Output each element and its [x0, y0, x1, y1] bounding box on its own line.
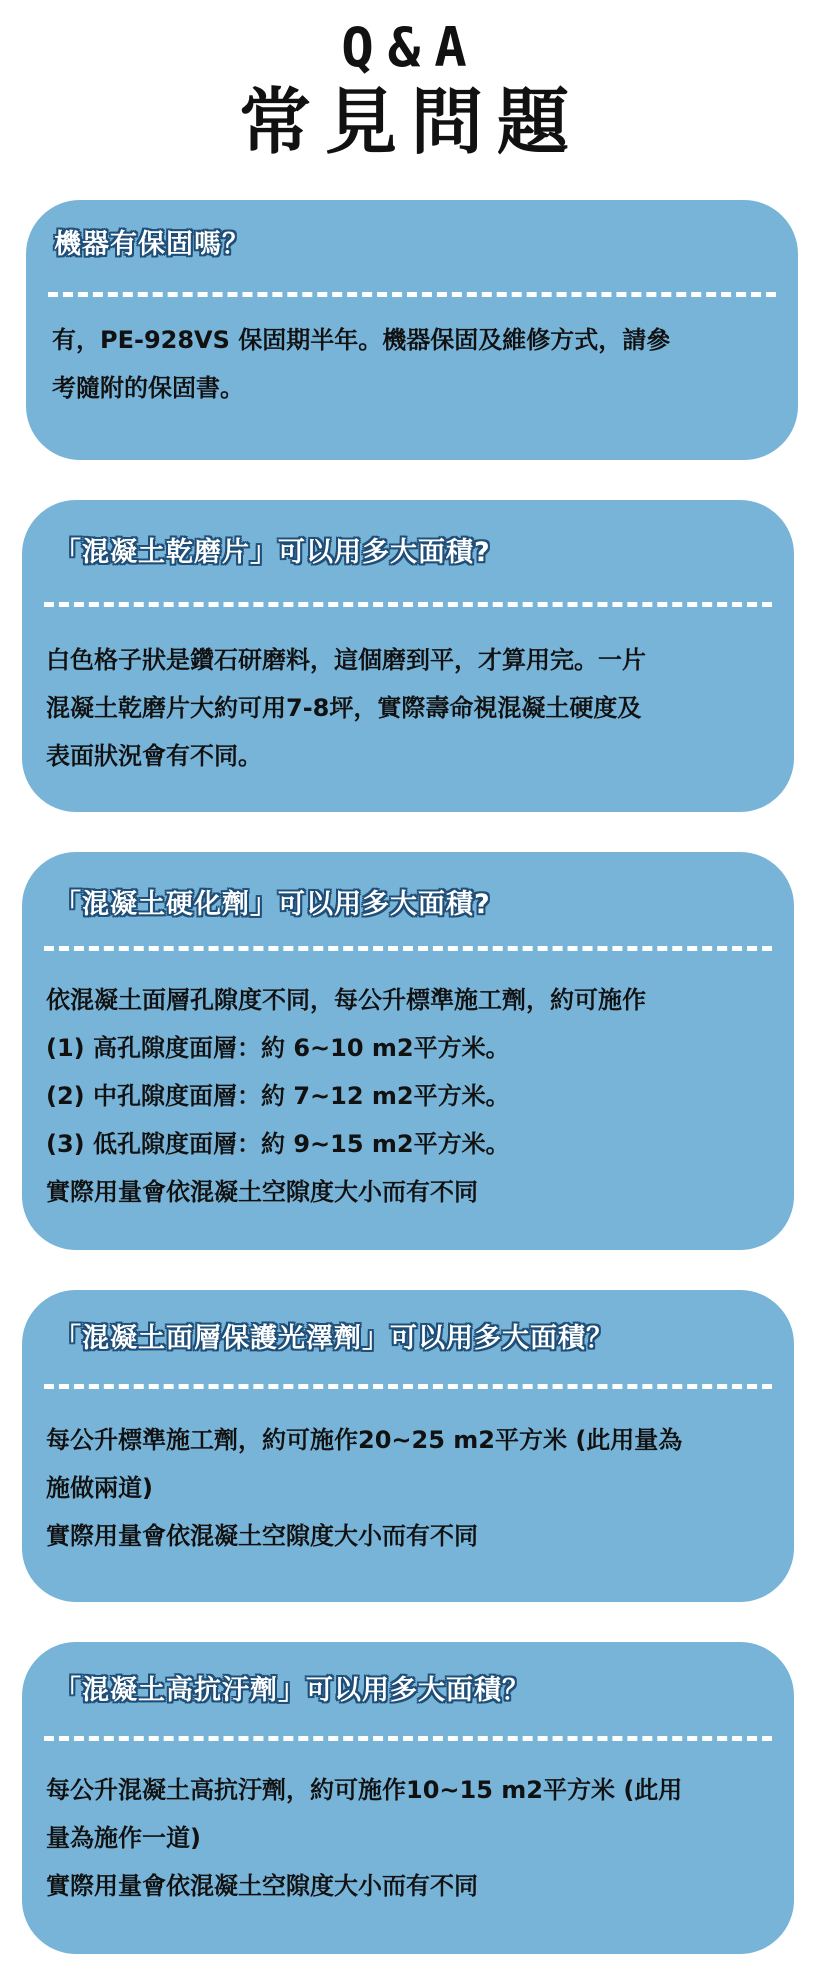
faq-answer-line: 量為施作一道)	[46, 1824, 201, 1852]
faq-divider	[44, 1736, 772, 1741]
faq-answer	[46, 636, 646, 780]
faq-answer-line: (1) 高孔隙度面層：約 6~10 m2平方米。	[46, 1034, 510, 1062]
faq-answer	[52, 316, 670, 412]
faq-answer-line: 白色格子狀是鑽石研磨料，這個磨到平，才算用完。一片	[46, 646, 646, 674]
faq-answer-line: 有，PE-928VS 保固期半年。機器保固及維修方式，請參	[52, 326, 671, 354]
page-title-english: Q&A	[341, 16, 481, 79]
faq-answer	[46, 1766, 682, 1910]
faq-answer-line: 每公升混凝土高抗汙劑，約可施作10~15 m2平方米 (此用	[46, 1776, 683, 1804]
faq-question: 「混凝土乾磨片」可以用多大面積?	[54, 537, 491, 568]
faq-answer-line: (3) 低孔隙度面層：約 9~15 m2平方米。	[46, 1130, 510, 1158]
faq-divider	[44, 1384, 772, 1389]
faq-answer-line: 施做兩道)	[46, 1474, 153, 1502]
faq-card-grinding-disc	[22, 500, 794, 812]
faq-card-anti-stain	[22, 1642, 794, 1954]
faq-question: 「混凝土面層保護光澤劑」可以用多大面積？	[54, 1323, 614, 1354]
faq-answer-line: 表面狀況會有不同。	[46, 742, 262, 770]
faq-answer	[46, 976, 646, 1216]
faq-question: 「混凝土高抗汙劑」可以用多大面積？	[54, 1675, 530, 1706]
faq-divider	[48, 292, 776, 297]
faq-question: 機器有保固嗎？	[54, 229, 250, 260]
faq-answer-line: 實際用量會依混凝土空隙度大小而有不同	[46, 1178, 478, 1206]
faq-answer-line: 每公升標準施工劑，約可施作20~25 m2平方米 (此用量為	[46, 1426, 683, 1454]
faq-answer-line: 混凝土乾磨片大約可用7-8坪，實際壽命視混凝土硬度及	[46, 694, 642, 722]
faq-card-hardener	[22, 852, 794, 1250]
faq-card-warranty	[26, 200, 798, 460]
page-title-chinese: 常見問題	[238, 80, 583, 164]
faq-answer	[46, 1416, 682, 1560]
faq-question: 「混凝土硬化劑」可以用多大面積?	[54, 889, 491, 920]
faq-divider	[44, 602, 772, 607]
faq-card-gloss-protector	[22, 1290, 794, 1602]
faq-answer-line: 實際用量會依混凝土空隙度大小而有不同	[46, 1522, 478, 1550]
faq-divider	[44, 946, 772, 951]
faq-answer-line: 實際用量會依混凝土空隙度大小而有不同	[46, 1872, 478, 1900]
faq-answer-line: 考隨附的保固書。	[52, 374, 244, 402]
faq-answer-line: (2) 中孔隙度面層：約 7~12 m2平方米。	[46, 1082, 510, 1110]
faq-answer-line: 依混凝土面層孔隙度不同，每公升標準施工劑，約可施作	[46, 986, 646, 1014]
